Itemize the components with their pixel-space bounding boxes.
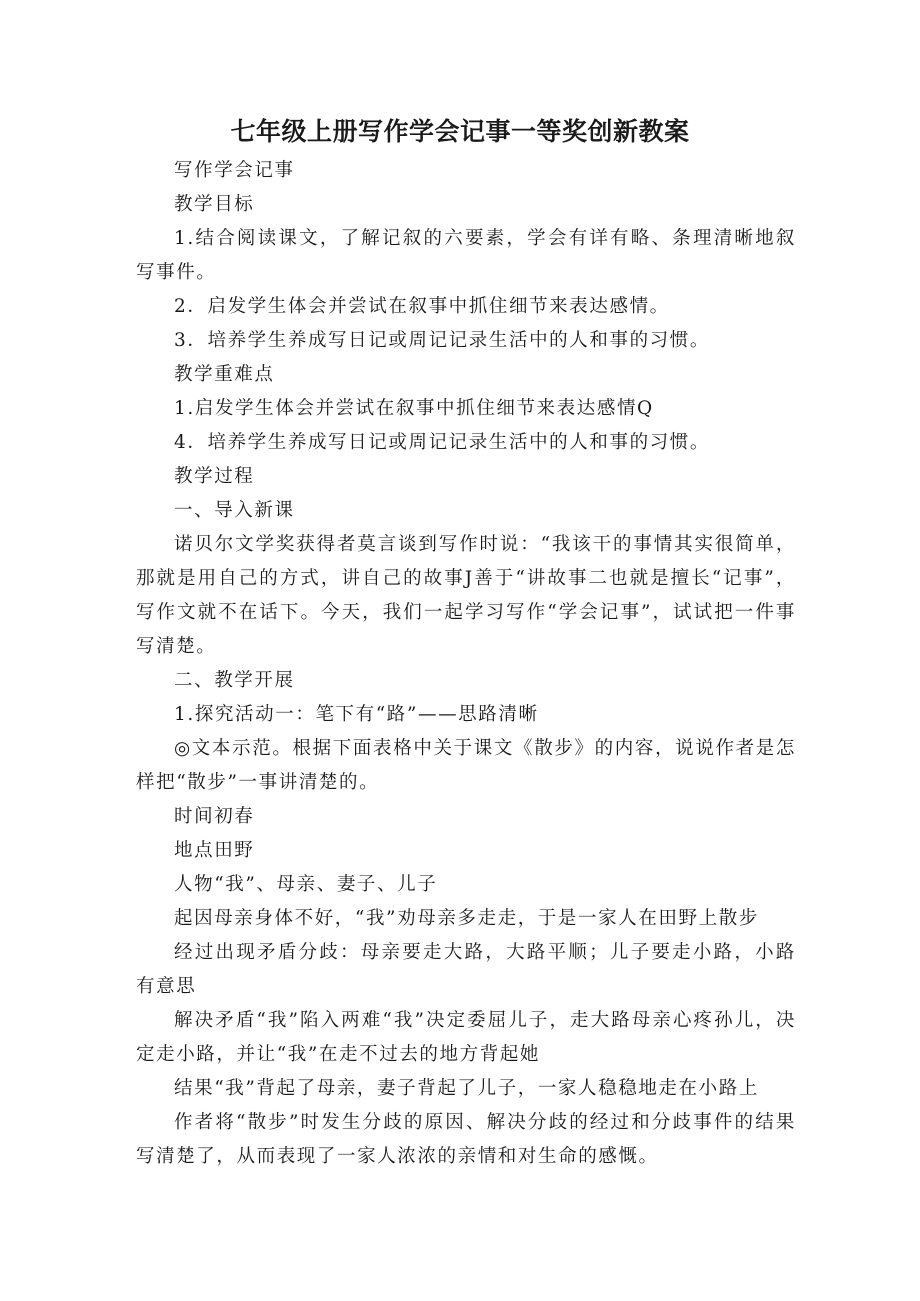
table-row-text: 地点田野 (174, 840, 255, 861)
section-heading: 教学目标 (174, 194, 255, 215)
paragraph: 3．培养学生养成写日记或周记记录生活中的人和事的习惯。 (174, 330, 710, 351)
section-heading: 教学过程 (174, 466, 255, 487)
paragraph: 1.探究活动一：笔下有“路”——思路清晰 (174, 704, 539, 725)
table-row-text: 人物“我”、母亲、妻子、儿子 (174, 874, 438, 895)
section-heading: 教学重难点 (174, 364, 275, 385)
document-body (136, 154, 796, 1174)
paragraph: 诺贝尔文学奖获得者莫言谈到写作时说：“我该干的事情其实很简单，那就是用自己的方式，讲自己的故事J善于“讲故事二也就是擅长“记事”，写作文就不在话下。今天，我们一起学习写作“学会记事”，试试把一件事写清楚。 (136, 534, 796, 657)
paragraph: 作者将“散步”时发生分歧的原因、解决分歧的经过和分歧事件的结果写清楚了，从而表现了一家人浓浓的亲情和对生命的感慨。 (136, 1112, 796, 1167)
paragraph: 2．启发学生体会并尝试在叙事中抓住细节来表达感情。 (174, 296, 670, 317)
paragraph: 1.结合阅读课文，了解记叙的六要素，学会有详有略、条理清晰地叙写事件。 (136, 228, 796, 283)
section-heading: 一、导入新课 (174, 500, 295, 521)
section-heading: 写作学会记事 (174, 160, 295, 181)
paragraph: 4．培养学生养成写日记或周记记录生活中的人和事的习惯。 (174, 432, 710, 453)
paragraph: ◎文本示范。根据下面表格中关于课文《散步》的内容，说说作者是怎样把“散步”一事讲清楚的。 (136, 738, 796, 793)
table-row-text: 时间初春 (174, 806, 255, 827)
table-row-text: 经过出现矛盾分歧：母亲要走大路，大路平顺；儿子要走小路，小路有意思 (136, 942, 796, 997)
paragraph: 1.启发学生体会并尝试在叙事中抓住细节来表达感情Q (174, 398, 654, 419)
table-row-text: 解决矛盾“我”陷入两难“我”决定委屈儿子，走大路母亲心疼孙儿，决定走小路，并让“我”在走不过去的地方背起她 (136, 1010, 796, 1065)
section-heading: 二、教学开展 (174, 670, 295, 691)
document-title: 七年级上册写作学会记事一等奖创新教案 (230, 117, 690, 146)
table-row-text: 结果“我”背起了母亲，妻子背起了儿子，一家人稳稳地走在小路上 (174, 1078, 759, 1099)
table-row-text: 起因母亲身体不好，“我”劝母亲多走走，于是一家人在田野上散步 (174, 908, 759, 929)
